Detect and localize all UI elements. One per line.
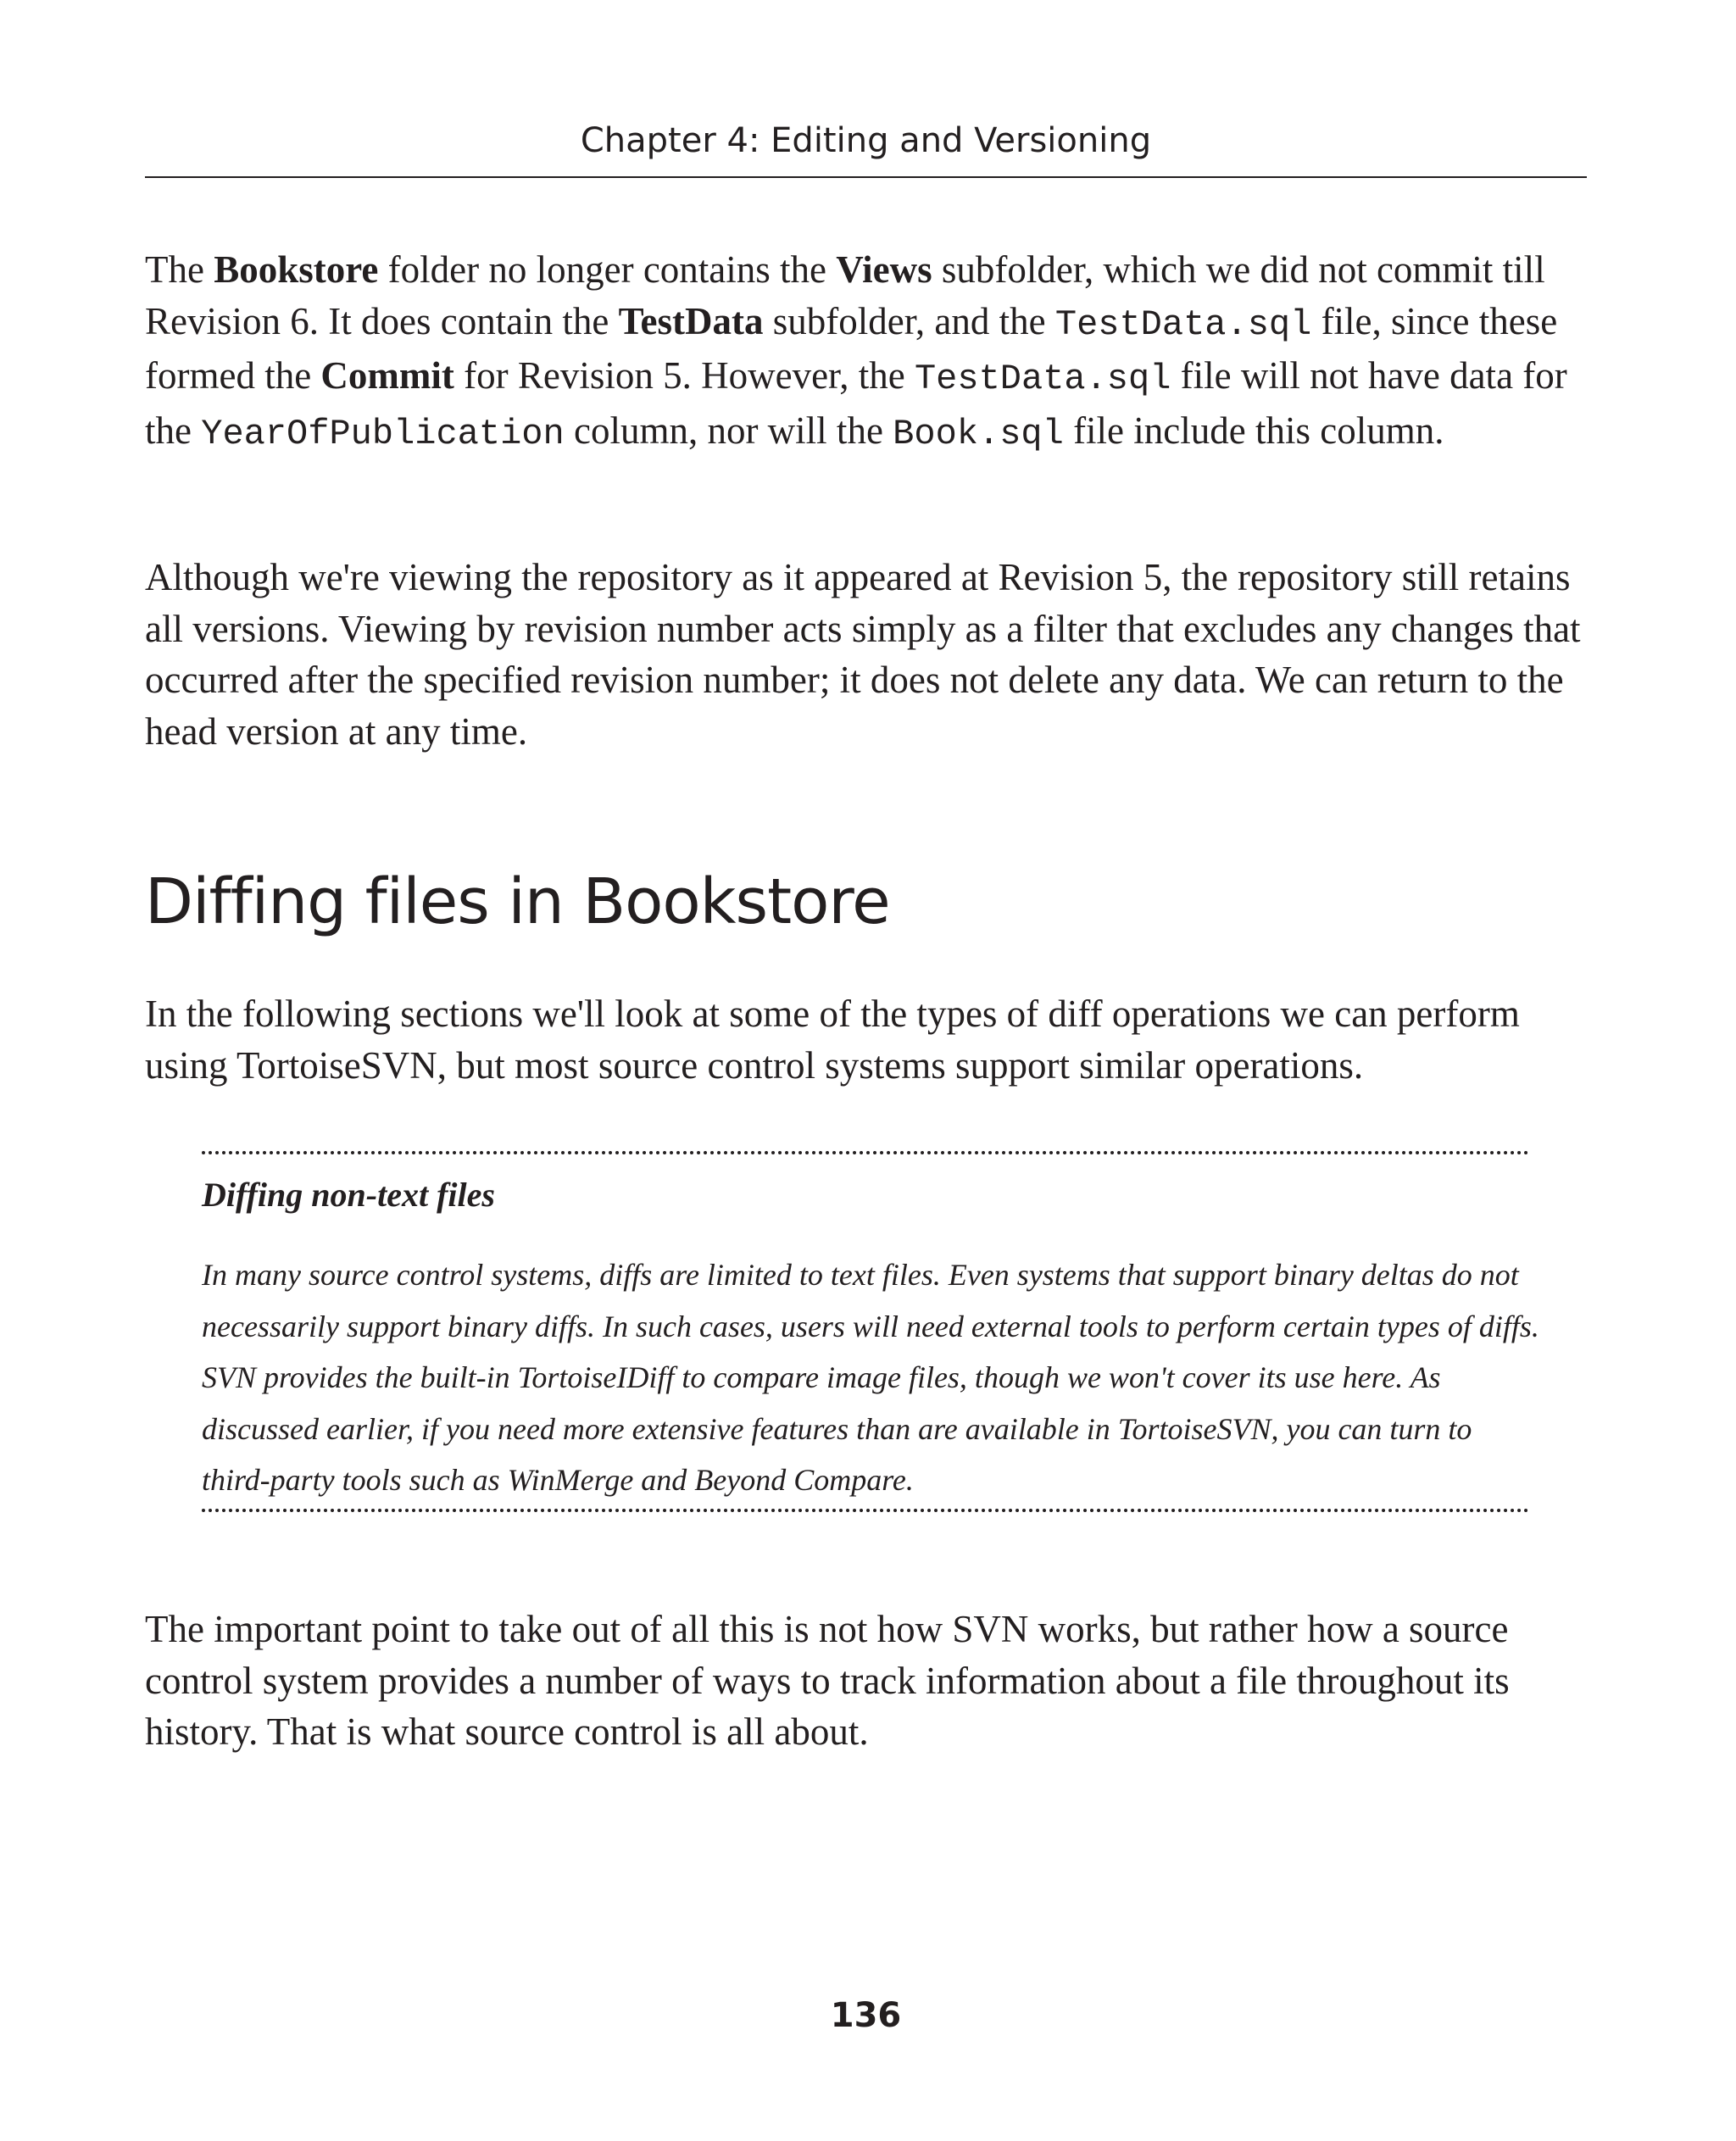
text-run: column, nor will the xyxy=(564,409,893,452)
running-header: Chapter 4: Editing and Versioning xyxy=(580,121,1152,160)
page-number: 136 xyxy=(830,1996,902,2035)
note-bottom-dotted-rule xyxy=(202,1509,1529,1512)
paragraph-revision-filter: Although we're viewing the repository as it appeared at Revision 5, the repository still retains all versions. Viewing by revision number acts simply as a filter that excludes any changes that occurred after the specified revision number; it does not delete any data. We can return to the head version at any time. xyxy=(145,556,1581,753)
code-testdata-sql: TestData.sql xyxy=(914,359,1171,399)
section-title: Diffing files in Bookstore xyxy=(145,865,890,938)
text-run: The xyxy=(145,248,214,291)
code-yearofpublication: YearOfPublication xyxy=(201,413,565,454)
text-run: file include this column. xyxy=(1063,409,1444,452)
header-rule xyxy=(145,176,1587,178)
text-run: file, since these formed the xyxy=(145,299,1558,397)
code-testdata-sql: TestData.sql xyxy=(1054,303,1312,345)
text-run: subfolder, and the xyxy=(763,299,1055,342)
note-body: In many source control systems, diffs are limited to text files. Even systems that support binary deltas do not necessarily support binary diffs. In such cases, users will need external tools to perform certain types of diffs. SVN provides the built-in TortoiseIDiff to compare image files, though we won't cover its use here. As discussed earlier, if you need more extensive features than are available in TortoiseSVN, you can turn to third-party tools such as WinMerge and Beyond Compare. xyxy=(202,1258,1539,1497)
text-run: for Revision 5. However, the xyxy=(453,354,915,397)
bold-term-views: Views xyxy=(836,248,932,291)
text-run: folder no longer contains the xyxy=(378,248,837,291)
note-top-dotted-rule xyxy=(202,1151,1529,1154)
text-run: file will not have data for the xyxy=(145,354,1567,452)
paragraph-conclusion: The important point to take out of all this is not how SVN works, but rather how a source control system provides a number of ways to track information about a file throughout its history. That is what source control is all about. xyxy=(145,1608,1510,1753)
bold-term-testdata: TestData xyxy=(618,299,764,342)
paragraph-bookstore-folder xyxy=(145,244,1594,459)
bold-term-bookstore: Bookstore xyxy=(214,248,379,291)
paragraph-diff-intro: In the following sections we'll look at some of the types of diff operations we can perform using TortoiseSVN, but most source control systems support similar operations. xyxy=(145,993,1520,1087)
text-run: subfolder, which we did not commit till Revision 6. It does contain the xyxy=(145,248,1545,342)
code-book-sql: Book.sql xyxy=(893,413,1064,454)
bold-term-commit: Commit xyxy=(320,354,454,397)
note-title: Diffing non-text files xyxy=(202,1176,495,1214)
